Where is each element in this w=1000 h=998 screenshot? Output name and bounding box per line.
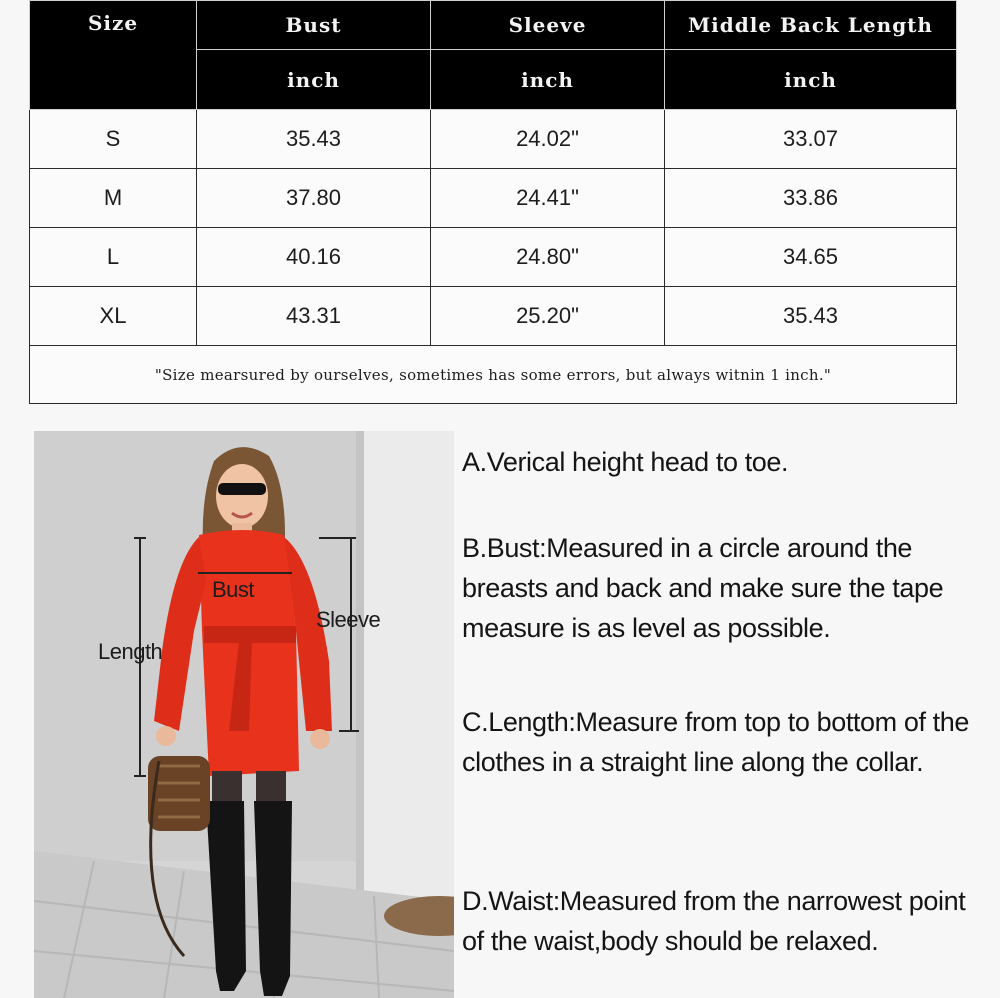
measurement-note: "Size mearsured by ourselves, sometimes has some errors, but always witnin 1 inch." [30, 346, 957, 404]
cell-bust: 43.31 [197, 287, 431, 346]
cell-sleeve: 25.20" [431, 287, 665, 346]
note-bust: B.Bust:Measured in a circle around the breasts and back and make sure the tape measure is as level as possible. [462, 533, 944, 643]
unit-sleeve: inch [431, 50, 665, 110]
label-length: Length [98, 639, 163, 664]
note-length: C.Length:Measure from top to bottom of the clothes in a straight line along the collar. [462, 707, 969, 777]
cell-length: 35.43 [665, 287, 957, 346]
table-row [30, 110, 957, 169]
cell-length: 34.65 [665, 228, 957, 287]
model-photo [34, 431, 454, 998]
cell-size: M [30, 169, 197, 228]
table-row [30, 287, 957, 346]
cell-size: XL [30, 287, 197, 346]
unit-bust: inch [197, 50, 431, 110]
label-bust: Bust [212, 577, 255, 602]
unit-middle-back-length: inch [665, 50, 957, 110]
header-middle-back-length: Middle Back Length [665, 1, 957, 50]
cell-sleeve: 24.02" [431, 110, 665, 169]
size-chart-table [29, 0, 957, 404]
note-height: A.Verical height head to toe. [462, 447, 789, 477]
cell-bust: 37.80 [197, 169, 431, 228]
cell-size: S [30, 110, 197, 169]
cell-sleeve: 24.41" [431, 169, 665, 228]
cell-bust: 35.43 [197, 110, 431, 169]
label-sleeve: Sleeve [316, 607, 381, 632]
header-size: Size [30, 1, 197, 110]
model-illustration [34, 431, 454, 998]
table-row [30, 228, 957, 287]
cell-bust: 40.16 [197, 228, 431, 287]
cell-length: 33.86 [665, 169, 957, 228]
header-sleeve: Sleeve [431, 1, 665, 50]
cell-size: L [30, 228, 197, 287]
table-row [30, 169, 957, 228]
header-bust: Bust [197, 1, 431, 50]
cell-sleeve: 24.80" [431, 228, 665, 287]
cell-length: 33.07 [665, 110, 957, 169]
note-waist: D.Waist:Measured from the narrowest point of the waist,body should be relaxed. [462, 886, 966, 956]
